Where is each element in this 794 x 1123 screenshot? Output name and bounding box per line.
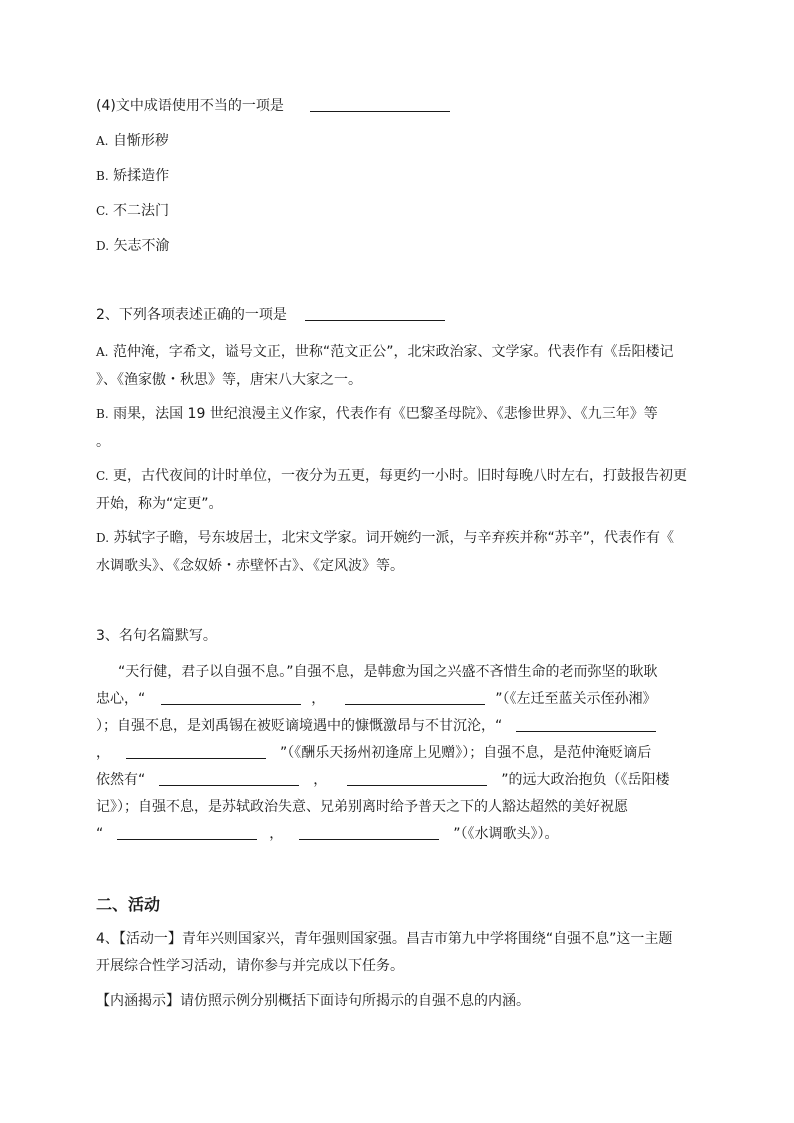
answer-blank[interactable] [345, 690, 485, 705]
q2-option-d-line1: D. 苏轼字子瞻，号东坡居士，北宋文学家。词开婉约一派，与辛弃疾并称“苏辛”，代表作有《 [96, 530, 674, 546]
q2-option-c-line2: 开始，称为“定更”。 [96, 496, 223, 512]
q2-option-b-line2: 。 [96, 434, 110, 450]
q3-para-line7: “ ， ”（《水调歌头》）。 [96, 826, 559, 842]
answer-blank[interactable] [299, 825, 439, 840]
answer-blank[interactable] [347, 771, 487, 786]
q4-activity-line2: 开展综合性学习活动，请你参与并完成以下任务。 [96, 958, 404, 974]
q4-activity-line1: 4、【活动一】青年兴则国家兴，青年强则国家强。昌吉市第九中学将围绕“自强不息”这一主题 [96, 931, 673, 947]
question-3-title: 3、名句名篇默写。 [96, 628, 217, 644]
q2-option-b-line1: B. 雨果，法国 19 世纪浪漫主义作家，代表作有《巴黎圣母院》、《悲惨世界》、《九三年》等 [96, 406, 658, 422]
q2-option-a-line2: 》、《渔家傲・秋思》等，唐宋八大家之一。 [96, 372, 362, 388]
q2-option-d-line2: 水调歌头》、《念奴娇・赤壁怀古》、《定风波》等。 [96, 558, 404, 574]
q3-para-line5: 依然有“ ， ”的远大政治抱负（《岳阳楼 [96, 772, 670, 788]
answer-blank[interactable] [516, 717, 656, 732]
q3-para-line2: 忠心，“ ， ”（《左迁至蓝关示侄孙湘》 [96, 691, 657, 707]
q4-activity-line3: 【内涵揭示】请仿照示例分别概括下面诗句所揭示的自强不息的内涵。 [96, 993, 530, 1009]
question-2-stem: 2、下列各项表述正确的一项是 [96, 305, 445, 325]
q2-option-c-line1: C. 更，古代夜间的计时单位，一夜分为五更，每更约一小时。旧时每晚八时左右，打鼓报告初更 [96, 468, 688, 484]
answer-blank[interactable] [126, 744, 266, 759]
q4-option-c: C. 不二法门 [96, 203, 170, 219]
q4-option-d: D. 矢志不渝 [96, 238, 170, 254]
q4-option-a: A. 自惭形秽 [96, 133, 169, 149]
q2-option-a-line1: A. 范仲淹，字希文，谥号文正，世称“范文正公”，北宋政治家、文学家。代表作有《岳阳楼记 [96, 344, 674, 360]
q3-para-line1: “天行健，君子以自强不息。”自强不息，是韩愈为国之兴盛不吝惜生命的老而弥坚的耿耿 [118, 664, 658, 680]
answer-blank[interactable] [159, 771, 299, 786]
answer-blank[interactable] [161, 690, 301, 705]
q3-para-line3: ）；自强不息，是刘禹锡在被贬谪境遇中的慷慨激昂与不甘沉沦，“ [96, 716, 656, 736]
q3-para-line6: 记》）；自强不息，是苏轼政治失意、兄弟别离时给予普天之下的人豁达超然的美好祝愿 [96, 799, 628, 815]
question-4-text: (4)文中成语使用不当的一项是 [96, 98, 284, 114]
q3-para-line4: ， ”（《酬乐天扬州初逢席上见赠》）；自强不息，是范仲淹贬谪后 [96, 745, 652, 761]
answer-blank[interactable] [310, 97, 450, 112]
q4-option-b: B. 矫揉造作 [96, 168, 170, 184]
answer-blank[interactable] [305, 306, 445, 321]
section-heading: 二、活动 [96, 895, 161, 914]
answer-blank[interactable] [117, 825, 257, 840]
question-4-stem [96, 96, 450, 116]
